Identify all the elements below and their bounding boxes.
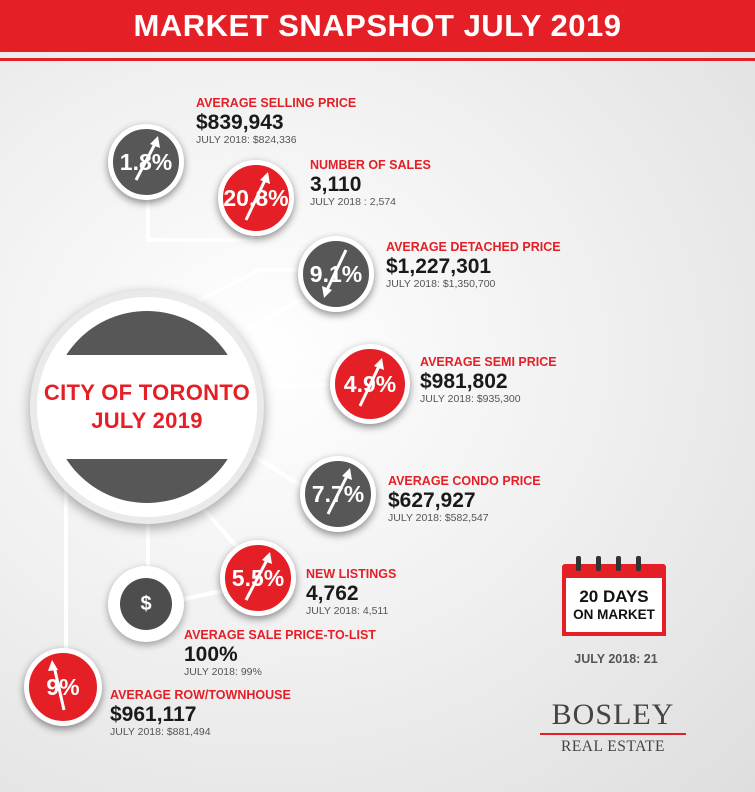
number-of-sales-change: 20.8% bbox=[223, 184, 289, 211]
avg-row-townhouse-change: 9% bbox=[46, 673, 80, 700]
avg-semi-price-bubble bbox=[330, 344, 410, 424]
logo-name: BOSLEY bbox=[551, 698, 675, 731]
page-title: MARKET SNAPSHOT JULY 2019 bbox=[133, 8, 622, 43]
avg-semi-price-label: AVERAGE SEMI PRICE bbox=[420, 355, 557, 369]
sale-price-to-list-value: 100% bbox=[184, 643, 238, 666]
new-listings-bubble bbox=[220, 540, 296, 616]
sale-price-to-list-badge bbox=[108, 566, 184, 642]
city-badge bbox=[30, 290, 264, 524]
avg-semi-price-previous: JULY 2018: $935,300 bbox=[420, 393, 521, 405]
avg-selling-price-label: AVERAGE SELLING PRICE bbox=[196, 96, 357, 110]
avg-row-townhouse-bubble bbox=[24, 648, 102, 726]
city-name: CITY OF TORONTO bbox=[43, 380, 251, 405]
city-period: JULY 2019 bbox=[91, 408, 203, 433]
sale-price-to-list-label: AVERAGE SALE PRICE-TO-LIST bbox=[184, 628, 376, 642]
avg-detached-price-value: $1,227,301 bbox=[386, 255, 492, 278]
new-listings-change: 5.5% bbox=[231, 564, 285, 591]
avg-row-townhouse-stat bbox=[110, 688, 291, 739]
avg-selling-price-stat bbox=[196, 96, 356, 147]
avg-selling-price-change: 1.8% bbox=[119, 148, 173, 175]
avg-row-townhouse-label: AVERAGE ROW/TOWNHOUSE bbox=[110, 688, 291, 702]
sale-price-to-list-stat bbox=[184, 628, 376, 679]
new-listings-stat bbox=[306, 567, 396, 618]
avg-semi-price-change: 4.9% bbox=[343, 370, 397, 397]
number-of-sales-bubble bbox=[218, 160, 294, 236]
avg-detached-price-bubble bbox=[298, 236, 374, 312]
avg-condo-price-value: $627,927 bbox=[388, 489, 476, 512]
sale-price-to-list-previous: JULY 2018: 99% bbox=[184, 666, 262, 678]
avg-selling-price-value: $839,943 bbox=[196, 111, 284, 134]
avg-condo-price-bubble bbox=[300, 456, 376, 532]
avg-condo-price-stat bbox=[388, 474, 541, 525]
avg-detached-price-change: 9.1% bbox=[309, 260, 363, 287]
days-on-market-label: ON MARKET bbox=[573, 607, 655, 622]
calendar-ring bbox=[576, 556, 581, 571]
avg-detached-price-stat bbox=[386, 240, 561, 291]
avg-semi-price-stat bbox=[420, 355, 557, 406]
days-on-market-previous: JULY 2018: 21 bbox=[574, 652, 658, 666]
avg-semi-price-value: $981,802 bbox=[420, 370, 508, 393]
calendar-ring bbox=[636, 556, 641, 571]
calendar-ring bbox=[616, 556, 621, 571]
bosley-logo bbox=[540, 700, 686, 755]
city-badge-band bbox=[37, 355, 257, 459]
logo-subtitle: REAL ESTATE bbox=[561, 738, 665, 755]
calendar-icon bbox=[562, 556, 666, 638]
number-of-sales-stat bbox=[310, 158, 431, 209]
new-listings-label: NEW LISTINGS bbox=[306, 567, 397, 581]
avg-detached-price-previous: JULY 2018: $1,350,700 bbox=[386, 278, 496, 290]
calendar-body bbox=[562, 578, 666, 636]
dollar-coin-icon: $ bbox=[120, 578, 172, 630]
new-listings-previous: JULY 2018: 4,511 bbox=[306, 605, 389, 617]
avg-condo-price-change: 7.7% bbox=[311, 480, 365, 507]
avg-detached-price-label: AVERAGE DETACHED PRICE bbox=[386, 240, 561, 254]
days-on-market-value: 20 DAYS bbox=[579, 587, 649, 606]
number-of-sales-previous: JULY 2018 : 2,574 bbox=[310, 196, 397, 208]
avg-condo-price-label: AVERAGE CONDO PRICE bbox=[388, 474, 541, 488]
calendar-ring bbox=[596, 556, 601, 571]
avg-row-townhouse-previous: JULY 2018: $881,494 bbox=[110, 726, 211, 738]
number-of-sales-label: NUMBER OF SALES bbox=[310, 158, 431, 172]
avg-selling-price-bubble bbox=[108, 124, 184, 200]
avg-condo-price-previous: JULY 2018: $582,547 bbox=[388, 512, 489, 524]
number-of-sales-value: 3,110 bbox=[310, 173, 362, 196]
logo-rule bbox=[540, 733, 686, 735]
new-listings-value: 4,762 bbox=[306, 582, 359, 605]
avg-selling-price-previous: JULY 2018: $824,336 bbox=[196, 134, 297, 146]
avg-row-townhouse-value: $961,117 bbox=[110, 703, 197, 726]
